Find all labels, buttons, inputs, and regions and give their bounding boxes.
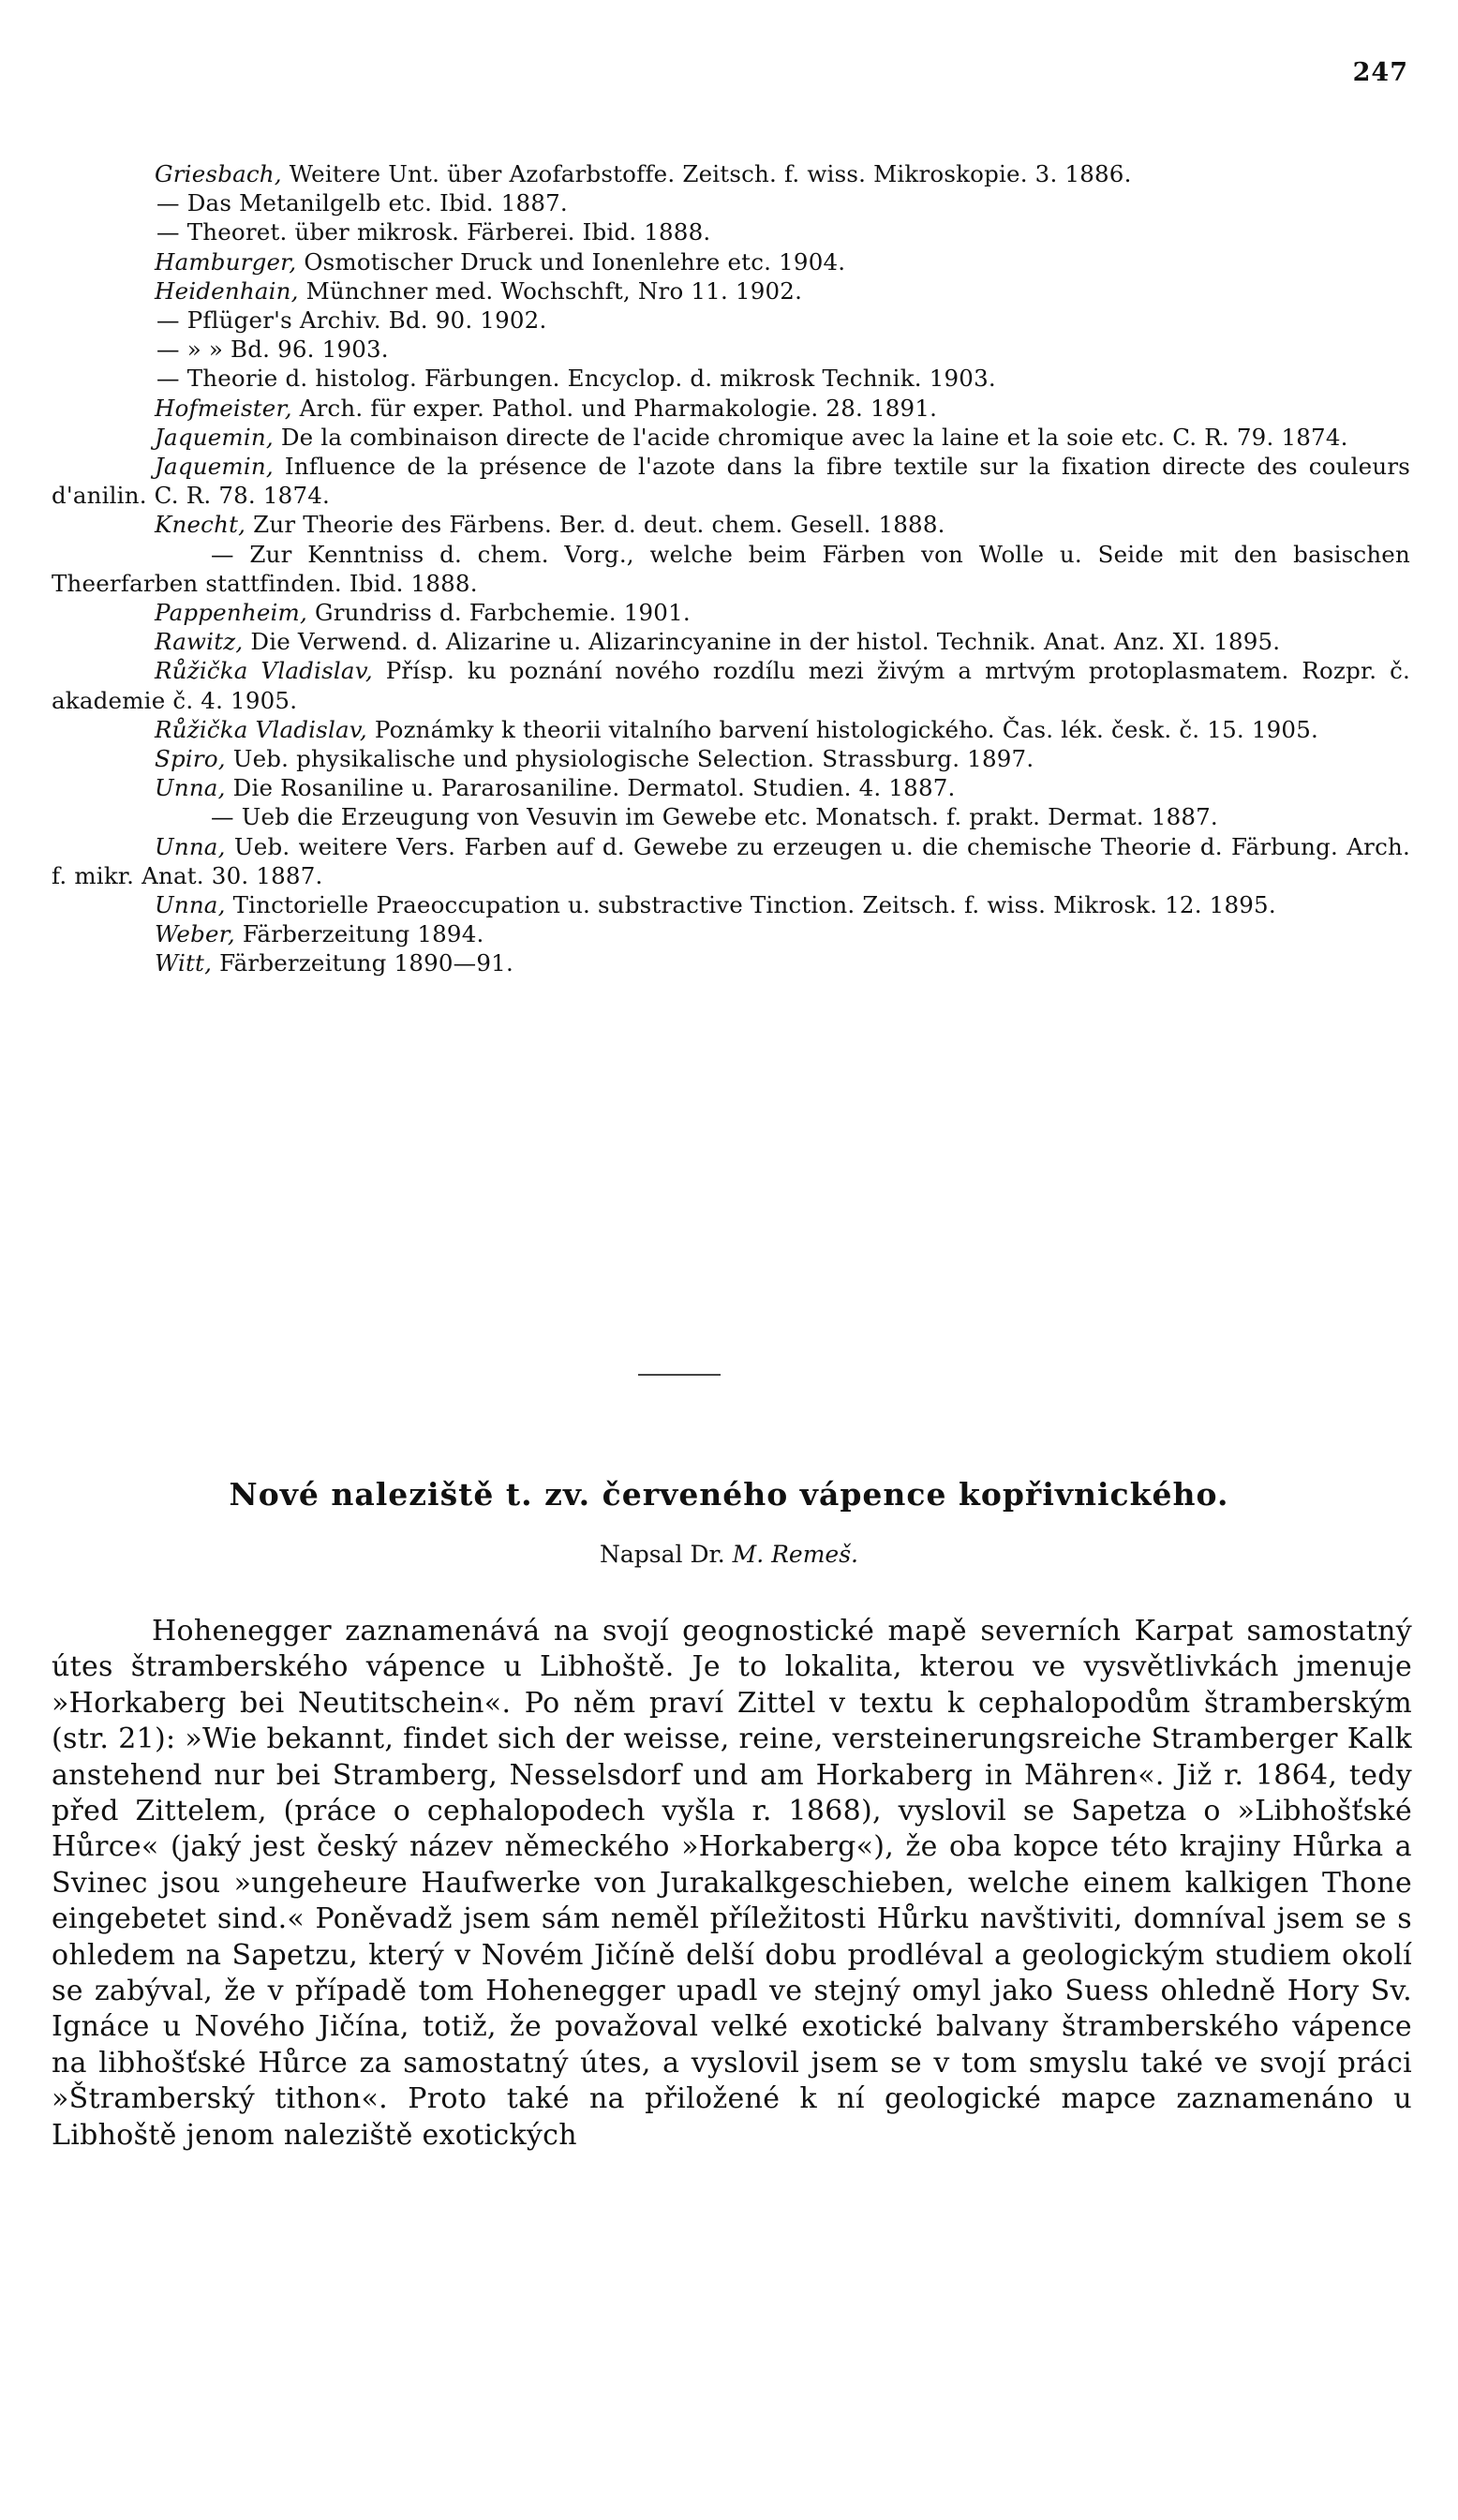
- entry-text: Ueb. physikalische und physiologische Selection. Strassburg. 1897.: [225, 745, 1034, 773]
- bibliography-entry: [52, 802, 1410, 831]
- entry-text: Osmotischer Druck und Ionenlehre etc. 1904.: [296, 247, 846, 276]
- section-divider: [638, 1374, 721, 1376]
- entry-text: Ueb. weitere Vers. Farben auf d. Gewebe zu erzeugen u. die chemische Theorie d. Färbung. Arch. f. mikr. Anat. 30. 1887.: [52, 832, 1410, 889]
- entry-author: Griesbach,: [155, 160, 282, 187]
- article-byline: [0, 1541, 1458, 1568]
- bibliography-entry: [52, 364, 1410, 393]
- entry-text: — Das Metanilgelb etc. Ibid. 1887.: [156, 189, 568, 217]
- entry-text: — Zur Kenntniss d. chem. Vorg., welche beim Färben von Wolle u. Seide mit den basischen Theerfarben stattfinden. Ibid. 1888.: [52, 540, 1410, 597]
- bibliography-entry: [52, 919, 1410, 948]
- bibliography-entry: [52, 335, 1410, 364]
- entry-text: — » » Bd. 96. 1903.: [156, 336, 389, 364]
- entry-text: De la combinaison directe de l'acide chromique avec la laine et la soie etc. C. R. 79. 1874.: [273, 423, 1348, 451]
- entry-text: — Pflüger's Archiv. Bd. 90. 1902.: [156, 306, 547, 335]
- bibliography-entry: [52, 159, 1410, 188]
- bibliography-entry: [52, 188, 1410, 217]
- bibliography-entry: [52, 890, 1410, 919]
- entry-author: Pappenheim,: [155, 599, 307, 627]
- entry-text: Die Verwend. d. Alizarine u. Alizarincyanine in der histol. Technik. Anat. Anz. XI. 1895.: [243, 628, 1281, 656]
- entry-author: Knecht,: [155, 511, 246, 539]
- bibliography-entry: [52, 656, 1410, 714]
- bibliography-entry: [52, 744, 1410, 773]
- bibliography-entry: [52, 510, 1410, 539]
- byline-prefix: Napsal Dr.: [600, 1541, 733, 1568]
- byline-author: M. Remeš.: [732, 1541, 858, 1568]
- entry-author: Witt,: [155, 949, 213, 977]
- entry-text: Arch. für exper. Pathol. und Pharmakologie. 28. 1891.: [291, 394, 938, 422]
- article-body: [52, 1614, 1412, 2154]
- bibliography-entry: [52, 276, 1410, 306]
- bibliography-entry: [52, 247, 1410, 276]
- bibliography-entry: [52, 423, 1410, 452]
- entry-text: Zur Theorie des Färbens. Ber. d. deut. chem. Gesell. 1888.: [245, 511, 945, 539]
- entry-author: Jaquemin,: [155, 423, 274, 451]
- bibliography-entry: [52, 715, 1410, 744]
- bibliography-entry: [52, 627, 1410, 656]
- entry-author: Unna,: [155, 832, 226, 860]
- bibliography-entry: [52, 394, 1410, 423]
- entry-author: Růžička Vladislav,: [155, 715, 367, 743]
- entry-text: Grundriss d. Farbchemie. 1901.: [306, 599, 691, 627]
- bibliography-entry: [52, 217, 1410, 246]
- bibliography: [52, 159, 1410, 978]
- entry-author: Růžička Vladislav,: [155, 657, 373, 685]
- entry-author: Rawitz,: [155, 628, 244, 656]
- entry-text: — Theoret. über mikrosk. Färberei. Ibid. 1888.: [156, 218, 711, 246]
- entry-author: Jaquemin,: [155, 453, 274, 481]
- entry-author: Hamburger,: [155, 247, 297, 276]
- article-paragraph: Hohenegger zaznamenává na svojí geognostické mapě severních Karpat samostatný útes štramberského vápence u Libhoště. Je to lokalita, kterou ve vysvětlivkách jmenuje »Horkaberg bei Neutitschein«. Po něm praví Zittel v textu k cephalopodům štramberským (str. 21): »Wie bekannt, findet sich der weisse, reine, versteinerungsreiche Stramberger Kalk anstehend nur bei Stramberg, Nesselsdorf und am Horkaberg in Mähren«. Již r. 1864, tedy před Zittelem, (práce o cephalopodech vyšla r. 1868), vyslovil se Sapetza o »Libhošťské Hůrce« (jaký jest český název německého »Horkaberg«), že oba kopce této krajiny Hůrka a Svinec jsou »ungeheure Haufwerke von Jurakalkgeschieben, welche einem kalkigen Thone eingebetet sind.« Poněvadž jsem sám neměl příležitosti Hůrku navštiviti, domníval jsem se s ohledem na Sapetzu, který v Novém Jičíně delší dobu prodléval a geologickým studiem okolí se zabýval, že v případě tom Hohenegger upadl ve stejný omyl jako Suess ohledně Hory Sv. Ignáce u Nového Jičína, totiž, že považoval velké exotické balvany štramberského vápence na libhošťské Hůrce za samostatný útes, a vyslovil jsem se v tom smyslu také ve svojí práci »Štramberský tithon«. Proto také na přiložené k ní geologické mapce zaznamenáno u Libhoště jenom naleziště exotických: [52, 1615, 1412, 2152]
- entry-author: Unna,: [155, 891, 226, 919]
- entry-author: Hofmeister,: [155, 394, 292, 422]
- page-number: 247: [1352, 58, 1408, 87]
- bibliography-entry: [52, 948, 1410, 977]
- entry-author: Unna,: [155, 774, 226, 802]
- entry-text: Färberzeitung 1890—91.: [212, 949, 513, 977]
- entry-text: Münchner med. Wochschft, Nro 11. 1902.: [298, 276, 803, 305]
- bibliography-entry: [52, 540, 1410, 598]
- bibliography-entry: [52, 598, 1410, 627]
- entry-text: Přísp. ku poznání nového rozdílu mezi živým a mrtvým protoplasmatem. Rozpr. č. akademie č. 4. 1905.: [52, 657, 1410, 714]
- entry-text: Tinctorielle Praeoccupation u. substractive Tinction. Zeitsch. f. wiss. Mikrosk. 12. 1895.: [225, 891, 1276, 919]
- entry-text: Weitere Unt. über Azofarbstoffe. Zeitsch. f. wiss. Mikroskopie. 3. 1886.: [281, 160, 1132, 187]
- entry-author: Spiro,: [155, 745, 226, 773]
- entry-author: Heidenhain,: [155, 276, 299, 305]
- entry-text: Poznámky k theorii vitalního barvení histologického. Čas. lék. česk. č. 15. 1905.: [366, 715, 1318, 743]
- bibliography-entry: [52, 773, 1410, 802]
- entry-text: Die Rosaniline u. Pararosaniline. Dermatol. Studien. 4. 1887.: [225, 774, 956, 802]
- bibliography-entry: [52, 452, 1410, 510]
- article-title: Nové naleziště t. zv. červeného vápence kopřivnického.: [229, 1476, 1229, 1513]
- entry-author: Weber,: [155, 920, 235, 948]
- entry-text: Färberzeitung 1894.: [234, 920, 484, 948]
- bibliography-entry: [52, 832, 1410, 890]
- entry-text: Influence de la présence de l'azote dans la fibre textile sur la fixation directe des couleurs d'anilin. C. R. 78. 1874.: [52, 453, 1410, 510]
- entry-text: — Theorie d. histolog. Färbungen. Encyclop. d. mikrosk Technik. 1903.: [156, 365, 996, 393]
- bibliography-entry: [52, 306, 1410, 335]
- entry-text: — Ueb die Erzeugung von Vesuvin im Gewebe etc. Monatsch. f. prakt. Dermat. 1887.: [211, 803, 1218, 831]
